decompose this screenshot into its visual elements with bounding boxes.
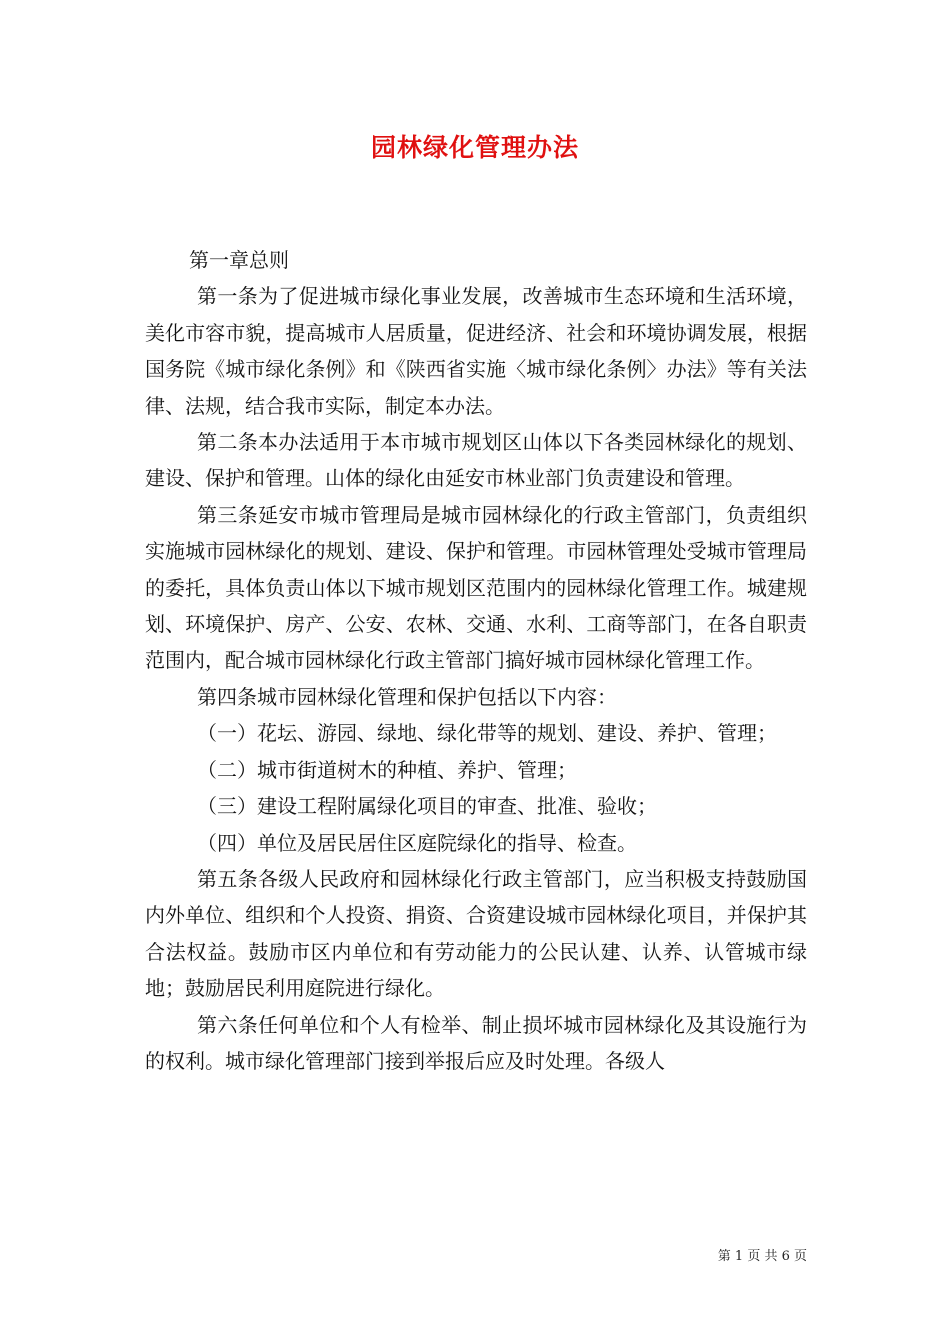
article-4-item-2: （二）城市街道树木的种植、养护、管理； xyxy=(197,757,577,782)
article-4-item-4: （四）单位及居民居住区庭院绿化的指导、检查。 xyxy=(197,830,637,855)
article-5: 第五条各级人民政府和园林绿化行政主管部门，应当积极支持鼓励国内外单位、组织和个人投资、捐资、合资建设城市园林绿化项目，并保护其合法权益。鼓励市区内单位和有劳动能力的公民认建、认养、认管城市绿地；鼓励居民利用庭院进行绿化。 xyxy=(145,866,807,1001)
article-2: 第二条本办法适用于本市城市规划区山体以下各类园林绿化的规划、建设、保护和管理。山体的绿化由延安市林业部门负责建设和管理。 xyxy=(145,430,807,491)
page-number-footer: 第 1 页 共 6 页 xyxy=(717,1249,807,1264)
document-body xyxy=(145,242,807,1079)
article-4-item-3: （三）建设工程附属绿化项目的审查、批准、验收； xyxy=(197,794,657,819)
chapter-heading: 第一章总则 xyxy=(189,248,289,272)
article-1: 第一条为了促进城市绿化事业发展，改善城市生态环境和生活环境，美化市容市貌，提高城市人居质量，促进经济、社会和环境协调发展，根据国务院《城市绿化条例》和《陕西省实施〈城市绿化条例〉办法》等有关法律、法规，结合我市实际，制定本办法。 xyxy=(145,284,807,418)
document-title: 园林绿化管理办法 xyxy=(370,133,579,162)
article-6: 第六条任何单位和个人有检举、制止损坏城市园林绿化及其设施行为的权利。城市绿化管理部门接到举报后应及时处理。各级人 xyxy=(145,1012,807,1073)
article-4: 第四条城市园林绿化管理和保护包括以下内容： xyxy=(197,684,617,709)
article-3: 第三条延安市城市管理局是城市园林绿化的行政主管部门，负责组织实施城市园林绿化的规划、建设、保护和管理。市园林管理处受城市管理局的委托，具体负责山体以下城市规划区范围内的园林绿化管理工作。城建规划、环境保护、房产、公安、农林、交通、水利、工商等部门，在各自职责范围内，配合城市园林绿化行政主管部门搞好城市园林绿化管理工作。 xyxy=(145,502,807,673)
article-4-item-1: （一）花坛、游园、绿地、绿化带等的规划、建设、养护、管理； xyxy=(197,721,777,746)
